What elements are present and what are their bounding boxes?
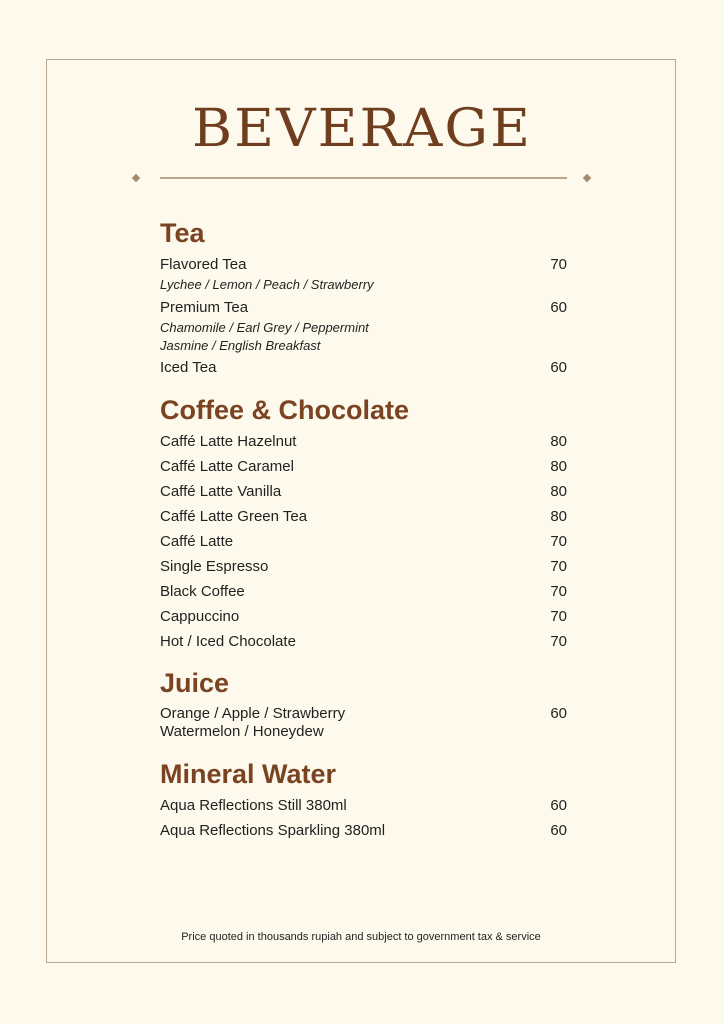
menu-item [160,509,567,524]
item-name: Black Coffee [160,583,245,600]
menu-item-flavored-tea [160,257,567,272]
item-price: 70 [550,608,567,625]
item-name: Caffé Latte Caramel [160,458,294,475]
item-name-continued: Watermelon / Honeydew [160,723,324,740]
item-price: 70 [550,558,567,575]
item-price: 70 [550,533,567,550]
menu-item [160,484,567,499]
item-name: Caffé Latte [160,533,234,550]
menu-item-iced-tea [160,360,567,375]
item-name: Caffé Latte Vanilla [160,483,282,500]
menu-item [160,609,567,624]
item-details: Lychee / Lemon / Peach / Strawberry [160,277,374,292]
item-price: 70 [550,256,567,273]
item-price: 60 [550,797,567,814]
item-price: 80 [550,458,567,475]
item-details: Jasmine / English Breakfast [160,338,321,353]
item-name: Caffé Latte Green Tea [160,508,308,525]
item-name: Orange / Apple / Strawberry [160,705,346,722]
item-name: Flavored Tea [160,256,247,273]
item-price: 80 [550,433,567,450]
section-heading-mineral-water: Mineral Water [160,759,337,789]
item-name: Hot / Iced Chocolate [160,633,296,650]
price-footnote: Price quoted in thousands rupiah and subject to government tax & service [181,931,541,943]
section-heading-coffee-chocolate: Coffee & Chocolate [160,395,410,425]
item-price: 60 [550,705,567,722]
item-name: Aqua Reflections Still 380ml [160,797,347,814]
menu-item [160,823,567,838]
item-price: 60 [550,299,567,316]
menu-title: BEVERAGE [191,99,533,159]
item-name: Aqua Reflections Sparkling 380ml [160,822,386,839]
item-details: Chamomile / Earl Grey / Peppermint [160,320,369,335]
item-price: 80 [550,483,567,500]
menu-item [160,634,567,649]
item-price: 70 [550,633,567,650]
menu-item [160,559,567,574]
item-price: 80 [550,508,567,525]
section-heading-juice: Juice [160,668,230,698]
item-name: Iced Tea [160,359,217,376]
menu-item [160,584,567,599]
item-name: Single Espresso [160,558,269,575]
menu-item-juice [160,706,567,721]
menu-item-premium-tea [160,300,567,315]
item-price: 60 [550,822,567,839]
item-name: Premium Tea [160,299,249,316]
item-price: 60 [550,359,567,376]
menu-item [160,798,567,813]
item-name: Cappuccino [160,608,240,625]
section-heading-tea: Tea [160,218,205,248]
title-divider [160,177,567,179]
menu-item [160,459,567,474]
menu-item [160,434,567,449]
item-price: 70 [550,583,567,600]
item-name: Caffé Latte Hazelnut [160,433,297,450]
menu-item [160,534,567,549]
